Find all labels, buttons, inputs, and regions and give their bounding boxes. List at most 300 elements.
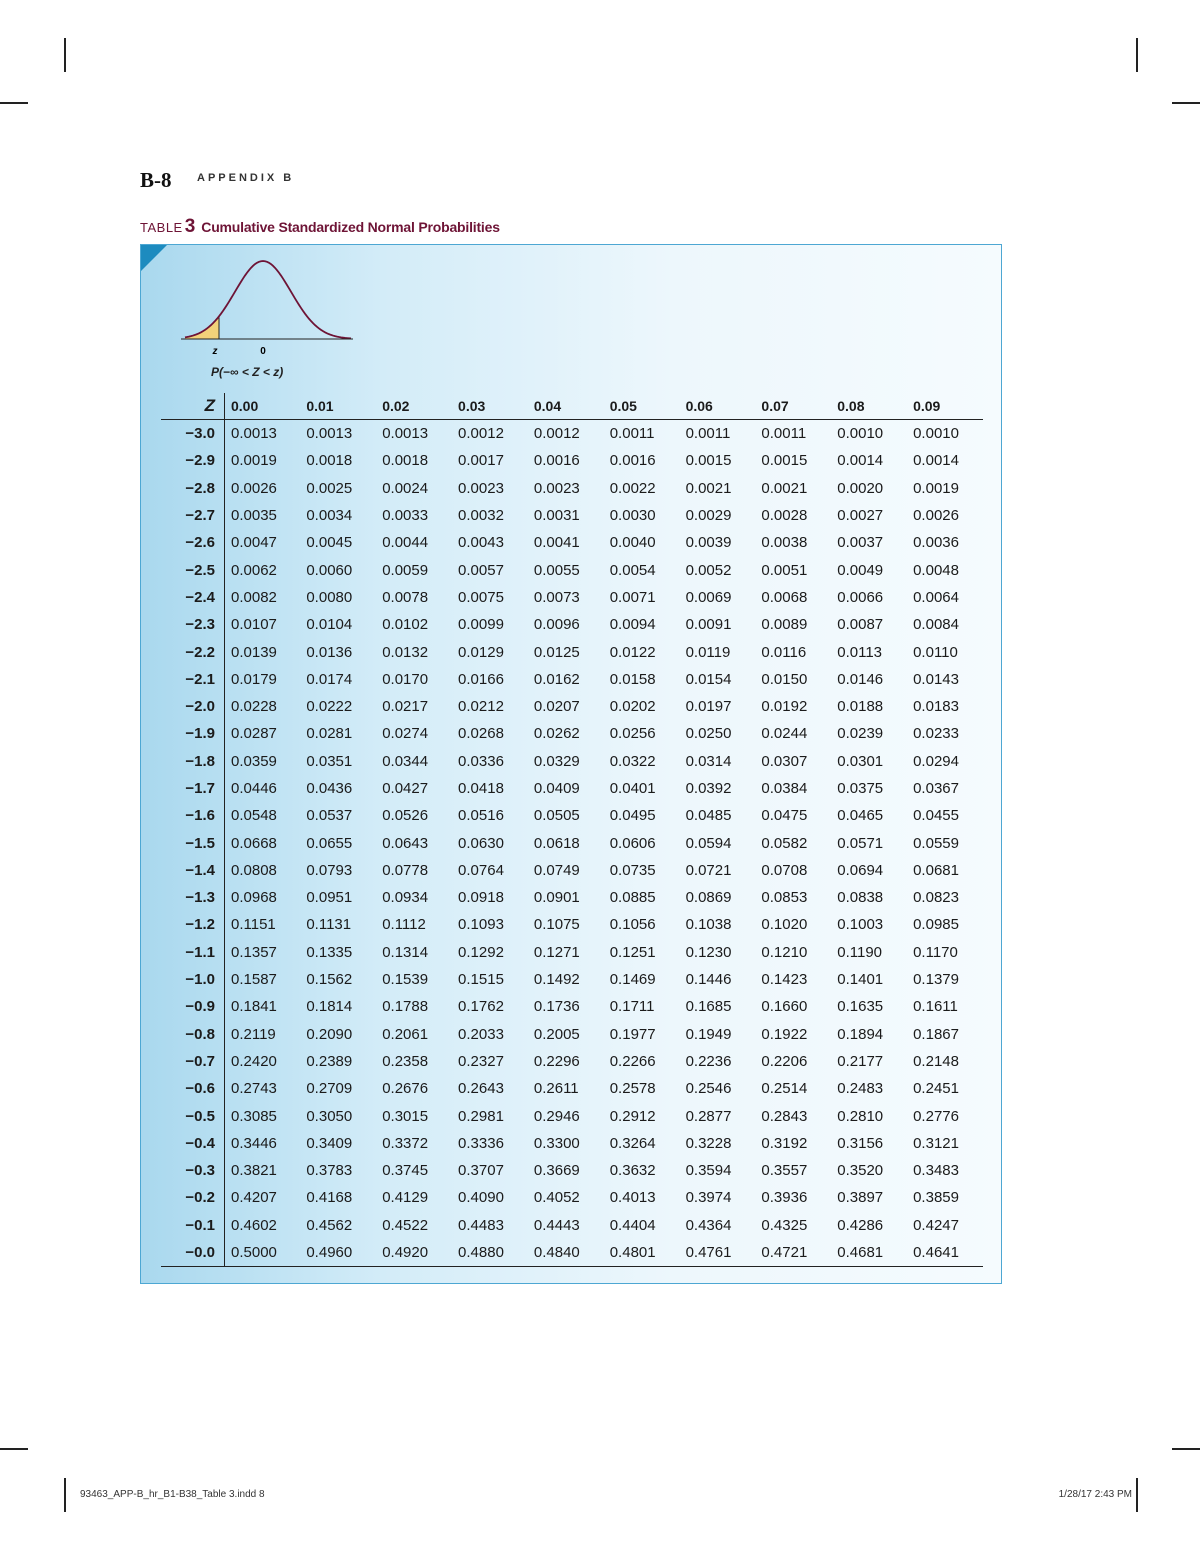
probability-cell: 0.1736 bbox=[533, 998, 580, 1016]
probability-cell: 0.1003 bbox=[837, 916, 884, 934]
probability-cell: 0.1335 bbox=[306, 943, 353, 961]
probability-cell: 0.0582 bbox=[761, 834, 808, 852]
probability-cell: 0.0043 bbox=[458, 534, 504, 552]
corner-tab-decoration bbox=[141, 245, 167, 271]
z-value-cell: −0.9 bbox=[161, 993, 225, 1020]
probability-cell: 0.4404 bbox=[609, 1216, 656, 1234]
probability-cell: 0.0010 bbox=[913, 425, 959, 443]
probability-cell: 0.0016 bbox=[609, 452, 656, 470]
probability-cell: 0.4522 bbox=[382, 1216, 429, 1234]
column-header: 0.06 bbox=[685, 398, 713, 414]
probability-cell: 0.0505 bbox=[533, 807, 580, 825]
z-value-cell: −1.8 bbox=[161, 748, 225, 775]
probability-cell: 0.0162 bbox=[533, 670, 580, 688]
z-value-cell: −0.2 bbox=[161, 1184, 225, 1211]
probability-cell: 0.0011 bbox=[685, 425, 731, 443]
probability-cell: 0.2005 bbox=[533, 1025, 580, 1043]
probability-cell: 0.0023 bbox=[458, 479, 504, 497]
table-row bbox=[161, 638, 983, 665]
probability-cell: 0.0047 bbox=[231, 534, 277, 552]
table-row bbox=[161, 1239, 983, 1267]
probability-cell: 0.0475 bbox=[761, 807, 808, 825]
probability-cell: 0.1611 bbox=[913, 998, 958, 1016]
probability-cell: 0.3372 bbox=[382, 1134, 429, 1152]
probability-cell: 0.2483 bbox=[837, 1080, 884, 1098]
probability-cell: 0.0059 bbox=[382, 561, 429, 579]
probability-cell: 0.0087 bbox=[837, 616, 884, 634]
z-value-cell: −0.3 bbox=[161, 1157, 225, 1184]
probability-cell: 0.0102 bbox=[382, 616, 429, 634]
probability-cell: 0.0116 bbox=[761, 643, 807, 661]
table-row bbox=[161, 447, 983, 474]
table-row bbox=[161, 1212, 983, 1239]
probability-cell: 0.0228 bbox=[231, 698, 277, 716]
table-row bbox=[161, 611, 983, 638]
z-value-cell: −1.2 bbox=[161, 911, 225, 938]
z-value-cell: −1.1 bbox=[161, 939, 225, 966]
probability-cell: 0.1210 bbox=[761, 943, 808, 961]
probability-cell: 0.0853 bbox=[761, 889, 808, 907]
probability-cell: 0.3264 bbox=[609, 1134, 656, 1152]
probability-cell: 0.0020 bbox=[837, 479, 884, 497]
probability-cell: 0.0594 bbox=[685, 834, 732, 852]
probability-cell: 0.0033 bbox=[382, 507, 429, 525]
probability-cell: 0.0174 bbox=[306, 670, 353, 688]
probability-cell: 0.0212 bbox=[458, 698, 504, 716]
probability-cell: 0.3745 bbox=[382, 1162, 429, 1180]
probability-cell: 0.0146 bbox=[837, 670, 884, 688]
probability-cell: 0.0808 bbox=[231, 861, 277, 879]
z-value-cell: −1.0 bbox=[161, 966, 225, 993]
probability-cell: 0.0934 bbox=[382, 889, 429, 907]
crop-mark-left-bottom bbox=[0, 1448, 28, 1450]
z-value-cell: −0.1 bbox=[161, 1212, 225, 1239]
probability-cell: 0.0037 bbox=[837, 534, 884, 552]
probability-cell: 0.0057 bbox=[458, 561, 504, 579]
probability-cell: 0.0192 bbox=[761, 698, 808, 716]
probability-cell: 0.0122 bbox=[609, 643, 656, 661]
probability-cell: 0.0040 bbox=[609, 534, 656, 552]
z-value-cell: −0.5 bbox=[161, 1102, 225, 1129]
probability-cell: 0.0096 bbox=[533, 616, 580, 634]
probability-cell: 0.1814 bbox=[306, 998, 353, 1016]
probability-cell: 0.0951 bbox=[306, 889, 353, 907]
probability-cell: 0.3632 bbox=[609, 1162, 656, 1180]
probability-cell: 0.0094 bbox=[609, 616, 656, 634]
probability-cell: 0.2709 bbox=[306, 1080, 353, 1098]
probability-cell: 0.0392 bbox=[685, 780, 732, 797]
probability-cell: 0.0244 bbox=[761, 725, 808, 743]
probability-cell: 0.1292 bbox=[458, 943, 504, 961]
probability-cell: 0.0055 bbox=[533, 561, 580, 579]
probability-cell: 0.0125 bbox=[533, 643, 580, 661]
probability-cell: 0.0375 bbox=[837, 780, 884, 797]
probability-cell: 0.0968 bbox=[231, 889, 277, 907]
z-value-cell: −0.4 bbox=[161, 1130, 225, 1157]
probability-cell: 0.4840 bbox=[528, 1239, 604, 1267]
probability-cell: 0.0078 bbox=[382, 588, 429, 606]
probability-cell: 0.0869 bbox=[685, 889, 732, 907]
probability-cell: 0.0013 bbox=[231, 425, 277, 443]
probability-cell: 0.0344 bbox=[382, 752, 429, 770]
probability-cell: 0.1112 bbox=[382, 916, 426, 934]
probability-cell: 0.0571 bbox=[837, 834, 884, 852]
probability-cell: 0.2148 bbox=[913, 1052, 959, 1070]
probability-cell: 0.0197 bbox=[685, 698, 732, 716]
probability-cell: 0.2676 bbox=[382, 1080, 429, 1098]
probability-cell: 0.0049 bbox=[837, 561, 884, 579]
z-value-cell: −2.1 bbox=[161, 666, 225, 693]
probability-cell: 0.0054 bbox=[609, 561, 656, 579]
probability-cell: 0.5000 bbox=[225, 1239, 301, 1267]
probability-cell: 0.0062 bbox=[231, 561, 277, 579]
probability-cell: 0.0013 bbox=[306, 425, 353, 443]
probability-cell: 0.1894 bbox=[837, 1025, 884, 1043]
z-value-cell: −1.4 bbox=[161, 857, 225, 884]
column-header: 0.07 bbox=[761, 398, 789, 414]
probability-cell: 0.1038 bbox=[685, 916, 732, 934]
probability-cell: 0.3300 bbox=[533, 1134, 580, 1152]
probability-cell: 0.1251 bbox=[609, 943, 656, 961]
probability-cell: 0.2946 bbox=[533, 1107, 580, 1125]
z-value-cell: −2.8 bbox=[161, 475, 225, 502]
probability-cell: 0.3336 bbox=[458, 1134, 504, 1152]
z-value-cell: −3.0 bbox=[161, 420, 225, 448]
probability-cell: 0.0099 bbox=[458, 616, 504, 634]
probability-cell: 0.0154 bbox=[685, 670, 732, 688]
probability-cell: 0.1423 bbox=[761, 971, 808, 989]
probability-cell: 0.0336 bbox=[458, 752, 504, 770]
probability-cell: 0.0222 bbox=[306, 698, 353, 716]
probability-cell: 0.0129 bbox=[458, 643, 504, 661]
crop-mark-left-top bbox=[0, 102, 28, 104]
table-row bbox=[161, 829, 983, 856]
probability-cell: 0.0465 bbox=[837, 807, 884, 825]
probability-cell: 0.1635 bbox=[837, 998, 884, 1016]
crop-mark-top-right bbox=[1136, 38, 1138, 72]
probability-cell: 0.1230 bbox=[685, 943, 732, 961]
probability-cell: 0.0075 bbox=[458, 588, 504, 606]
probability-cell: 0.0027 bbox=[837, 507, 884, 525]
probability-cell: 0.0314 bbox=[685, 752, 732, 770]
probability-cell: 0.0012 bbox=[458, 425, 504, 443]
probability-cell: 0.0183 bbox=[913, 698, 959, 716]
probability-cell: 0.1922 bbox=[761, 1025, 808, 1043]
table-row bbox=[161, 420, 983, 448]
probability-cell: 0.0250 bbox=[685, 725, 732, 743]
probability-cell: 0.3121 bbox=[913, 1134, 959, 1152]
probability-cell: 0.0233 bbox=[913, 725, 959, 743]
probability-cell: 0.0287 bbox=[231, 725, 277, 743]
probability-cell: 0.0024 bbox=[382, 479, 429, 497]
probability-cell: 0.0793 bbox=[306, 861, 353, 879]
z-value-cell: −2.5 bbox=[161, 556, 225, 583]
probability-cell: 0.0107 bbox=[231, 616, 277, 634]
probability-cell: 0.4364 bbox=[685, 1216, 732, 1234]
column-header: 0.01 bbox=[306, 398, 334, 414]
table-row bbox=[161, 666, 983, 693]
probability-cell: 0.0089 bbox=[761, 616, 808, 634]
table-row bbox=[161, 1157, 983, 1184]
probability-cell: 0.1685 bbox=[685, 998, 732, 1016]
probability-cell: 0.3085 bbox=[231, 1107, 277, 1125]
z-value-cell: −0.7 bbox=[161, 1048, 225, 1075]
table-row bbox=[161, 1102, 983, 1129]
probability-cell: 0.0034 bbox=[306, 507, 353, 525]
probability-cell: 0.4920 bbox=[376, 1239, 452, 1267]
probability-cell: 0.1314 bbox=[382, 943, 429, 961]
z-value-cell: −0.6 bbox=[161, 1075, 225, 1102]
table-row bbox=[161, 748, 983, 775]
probability-cell: 0.0749 bbox=[533, 861, 580, 879]
probability-cell: 0.0188 bbox=[837, 698, 884, 716]
table-row bbox=[161, 802, 983, 829]
footer-file-slug: 93463_APP-B_hr_B1-B38_Table 3.indd 8 bbox=[80, 1489, 265, 1500]
table-row bbox=[161, 939, 983, 966]
probability-cell: 0.0901 bbox=[533, 889, 580, 907]
probability-cell: 0.0060 bbox=[306, 561, 353, 579]
appendix-label: APPENDIX B bbox=[197, 172, 295, 184]
probability-cell: 0.0307 bbox=[761, 752, 808, 770]
probability-cell: 0.0044 bbox=[382, 534, 429, 552]
probability-cell: 0.3936 bbox=[761, 1189, 808, 1207]
probability-cell: 0.1762 bbox=[458, 998, 504, 1016]
probability-cell: 0.1190 bbox=[837, 943, 883, 961]
column-header: 0.04 bbox=[533, 398, 562, 414]
probability-cell: 0.0015 bbox=[761, 452, 808, 470]
probability-cell: 0.4562 bbox=[306, 1216, 353, 1234]
crop-mark-bottom-left bbox=[64, 1478, 66, 1512]
probability-cell: 0.0455 bbox=[913, 807, 959, 825]
probability-cell: 0.4013 bbox=[609, 1189, 656, 1207]
probability-cell: 0.2090 bbox=[306, 1025, 353, 1043]
probability-cell: 0.0158 bbox=[609, 670, 656, 688]
probability-cell: 0.0409 bbox=[533, 780, 580, 797]
table-row bbox=[161, 884, 983, 911]
zero-tick-label: 0 bbox=[260, 346, 266, 357]
probability-cell: 0.0548 bbox=[231, 807, 277, 825]
crop-mark-bottom-right bbox=[1136, 1478, 1138, 1512]
table-row bbox=[161, 1021, 983, 1048]
probability-cell: 0.0113 bbox=[837, 643, 883, 661]
probability-cell: 0.4325 bbox=[761, 1216, 808, 1234]
probability-cell: 0.3192 bbox=[761, 1134, 808, 1152]
probability-cell: 0.2643 bbox=[458, 1080, 504, 1098]
probability-cell: 0.3707 bbox=[458, 1162, 504, 1180]
table-row bbox=[161, 475, 983, 502]
probability-cell: 0.0618 bbox=[533, 834, 580, 852]
probability-cell: 0.0051 bbox=[761, 561, 808, 579]
probability-cell: 0.0016 bbox=[533, 452, 580, 470]
column-header: 0.00 bbox=[231, 398, 259, 414]
probability-cell: 0.4761 bbox=[680, 1239, 756, 1267]
probability-cell: 0.0026 bbox=[913, 507, 959, 525]
probability-cell: 0.0256 bbox=[609, 725, 656, 743]
table-row bbox=[161, 857, 983, 884]
probability-cell: 0.0418 bbox=[458, 780, 504, 797]
probability-cell: 0.1867 bbox=[913, 1025, 959, 1043]
table-row bbox=[161, 775, 983, 802]
column-header: 0.08 bbox=[837, 398, 865, 414]
probability-cell: 0.2206 bbox=[761, 1052, 808, 1070]
probability-cell: 0.3557 bbox=[761, 1162, 808, 1180]
probability-cell: 0.0041 bbox=[533, 534, 580, 552]
probability-cell: 0.0239 bbox=[837, 725, 884, 743]
z-value-cell: −2.0 bbox=[161, 693, 225, 720]
probability-cell: 0.0446 bbox=[231, 780, 277, 797]
probability-cell: 0.2514 bbox=[761, 1080, 808, 1098]
probability-cell: 0.3897 bbox=[837, 1189, 884, 1207]
probability-cell: 0.0630 bbox=[458, 834, 504, 852]
probability-cell: 0.0427 bbox=[382, 780, 429, 797]
probability-cell: 0.0735 bbox=[609, 861, 656, 879]
table-caption bbox=[140, 216, 500, 238]
probability-cell: 0.3015 bbox=[382, 1107, 429, 1125]
probability-cell: 0.1093 bbox=[458, 916, 504, 934]
probability-cell: 0.0019 bbox=[231, 452, 277, 470]
bell-curve bbox=[185, 261, 351, 338]
probability-cell: 0.0918 bbox=[458, 889, 504, 907]
probability-cell: 0.2578 bbox=[609, 1080, 656, 1098]
probability-cell: 0.4052 bbox=[533, 1189, 580, 1207]
probability-cell: 0.0179 bbox=[231, 670, 277, 688]
probability-cell: 0.0778 bbox=[382, 861, 429, 879]
probability-cell: 0.2843 bbox=[761, 1107, 808, 1125]
probability-cell: 0.2743 bbox=[231, 1080, 277, 1098]
z-value-cell: −2.4 bbox=[161, 584, 225, 611]
probability-cell: 0.0485 bbox=[685, 807, 732, 825]
probability-cell: 0.0559 bbox=[913, 834, 959, 852]
probability-cell: 0.1949 bbox=[685, 1025, 732, 1043]
z-value-cell: −2.6 bbox=[161, 529, 225, 556]
probability-cell: 0.2981 bbox=[458, 1107, 504, 1125]
probability-cell: 0.0038 bbox=[761, 534, 808, 552]
probability-cell: 0.0091 bbox=[685, 616, 732, 634]
probability-cell: 0.0014 bbox=[913, 452, 959, 470]
probability-cell: 0.0166 bbox=[458, 670, 504, 688]
crop-mark-right-bottom bbox=[1172, 1448, 1200, 1450]
probability-cell: 0.0207 bbox=[533, 698, 580, 716]
probability-cell: 0.0823 bbox=[913, 889, 959, 907]
crop-mark-top-left bbox=[64, 38, 66, 72]
probability-cell: 0.0495 bbox=[609, 807, 656, 825]
probability-cell: 0.0708 bbox=[761, 861, 808, 879]
probability-cell: 0.0012 bbox=[533, 425, 580, 443]
z-value-cell: −1.9 bbox=[161, 720, 225, 747]
probability-cell: 0.0015 bbox=[685, 452, 732, 470]
column-header: 0.05 bbox=[609, 398, 637, 414]
probability-cell: 0.3594 bbox=[685, 1162, 732, 1180]
probability-table bbox=[161, 393, 983, 1267]
probability-cell: 0.3520 bbox=[837, 1162, 884, 1180]
probability-cell: 0.0359 bbox=[231, 752, 277, 770]
probability-cell: 0.3050 bbox=[306, 1107, 353, 1125]
probability-cell: 0.0023 bbox=[533, 479, 580, 497]
probability-cell: 0.0351 bbox=[306, 752, 353, 770]
probability-cell: 0.2912 bbox=[609, 1107, 656, 1125]
probability-cell: 0.4721 bbox=[755, 1239, 831, 1267]
probability-cell: 0.0262 bbox=[533, 725, 580, 743]
table-row bbox=[161, 993, 983, 1020]
table-row bbox=[161, 1075, 983, 1102]
probability-cell: 0.2177 bbox=[837, 1052, 884, 1070]
probability-cell: 0.0668 bbox=[231, 834, 277, 852]
probability-cell: 0.1660 bbox=[761, 998, 808, 1016]
probability-cell: 0.0139 bbox=[231, 643, 277, 661]
probability-cell: 0.2420 bbox=[231, 1052, 277, 1070]
z-value-cell: −1.5 bbox=[161, 829, 225, 856]
probability-cell: 0.0104 bbox=[306, 616, 353, 634]
probability-cell: 0.0032 bbox=[458, 507, 504, 525]
probability-cell: 0.0071 bbox=[609, 588, 656, 606]
probability-cell: 0.1539 bbox=[382, 971, 429, 989]
probability-cell: 0.0031 bbox=[533, 507, 580, 525]
probability-cell: 0.1131 bbox=[306, 916, 352, 934]
probability-cell: 0.0281 bbox=[306, 725, 353, 743]
probability-cell: 0.1401 bbox=[837, 971, 884, 989]
probability-cell: 0.1056 bbox=[609, 916, 656, 934]
probability-cell: 0.0022 bbox=[609, 479, 656, 497]
column-header: 0.09 bbox=[913, 398, 941, 414]
table-row bbox=[161, 1184, 983, 1211]
probability-cell: 0.1379 bbox=[913, 971, 959, 989]
crop-mark-right-top bbox=[1172, 102, 1200, 104]
probability-cell: 0.4960 bbox=[300, 1239, 376, 1267]
probability-cell: 0.0694 bbox=[837, 861, 884, 879]
z-tick-label: z bbox=[212, 346, 218, 357]
probability-cell: 0.2546 bbox=[685, 1080, 732, 1098]
probability-cell: 0.0019 bbox=[913, 479, 959, 497]
normal-curve-diagram bbox=[181, 255, 361, 365]
probability-cell: 0.0526 bbox=[382, 807, 429, 825]
probability-cell: 0.0885 bbox=[609, 889, 656, 907]
probability-cell: 0.0367 bbox=[913, 780, 959, 797]
table-word: TABLE bbox=[140, 220, 183, 235]
probability-cell: 0.0401 bbox=[609, 780, 656, 797]
probability-cell: 0.2611 bbox=[533, 1080, 579, 1098]
probability-cell: 0.0018 bbox=[306, 452, 353, 470]
probability-cell: 0.1151 bbox=[231, 916, 276, 934]
probability-cell: 0.0011 bbox=[609, 425, 655, 443]
table-row bbox=[161, 556, 983, 583]
table-number: 3 bbox=[184, 216, 196, 237]
probability-cell: 0.3974 bbox=[685, 1189, 732, 1207]
probability-cell: 0.0606 bbox=[609, 834, 656, 852]
probability-cell: 0.0202 bbox=[609, 698, 656, 716]
probability-cell: 0.4207 bbox=[231, 1189, 277, 1207]
probability-cell: 0.0021 bbox=[685, 479, 732, 497]
probability-cell: 0.2061 bbox=[382, 1025, 429, 1043]
probability-cell: 0.0013 bbox=[382, 425, 429, 443]
page-number: B-8 bbox=[140, 168, 172, 192]
probability-cell: 0.0025 bbox=[306, 479, 353, 497]
probability-cell: 0.0018 bbox=[382, 452, 429, 470]
z-value-cell: −2.3 bbox=[161, 611, 225, 638]
probability-cell: 0.0064 bbox=[913, 588, 959, 606]
probability-cell: 0.4880 bbox=[452, 1239, 528, 1267]
probability-cell: 0.3859 bbox=[913, 1189, 959, 1207]
probability-cell: 0.0721 bbox=[685, 861, 732, 879]
probability-cell: 0.3783 bbox=[306, 1162, 353, 1180]
footer-timestamp: 1/28/17 2:43 PM bbox=[1058, 1489, 1132, 1500]
probability-cell: 0.1562 bbox=[306, 971, 353, 989]
probability-cell: 0.4681 bbox=[831, 1239, 907, 1267]
probability-caption: P(−∞ < Z < z) bbox=[211, 365, 284, 379]
probability-cell: 0.3483 bbox=[913, 1162, 959, 1180]
z-value-cell: −2.9 bbox=[161, 447, 225, 474]
probability-cell: 0.0052 bbox=[685, 561, 732, 579]
probability-cell: 0.1446 bbox=[685, 971, 732, 989]
